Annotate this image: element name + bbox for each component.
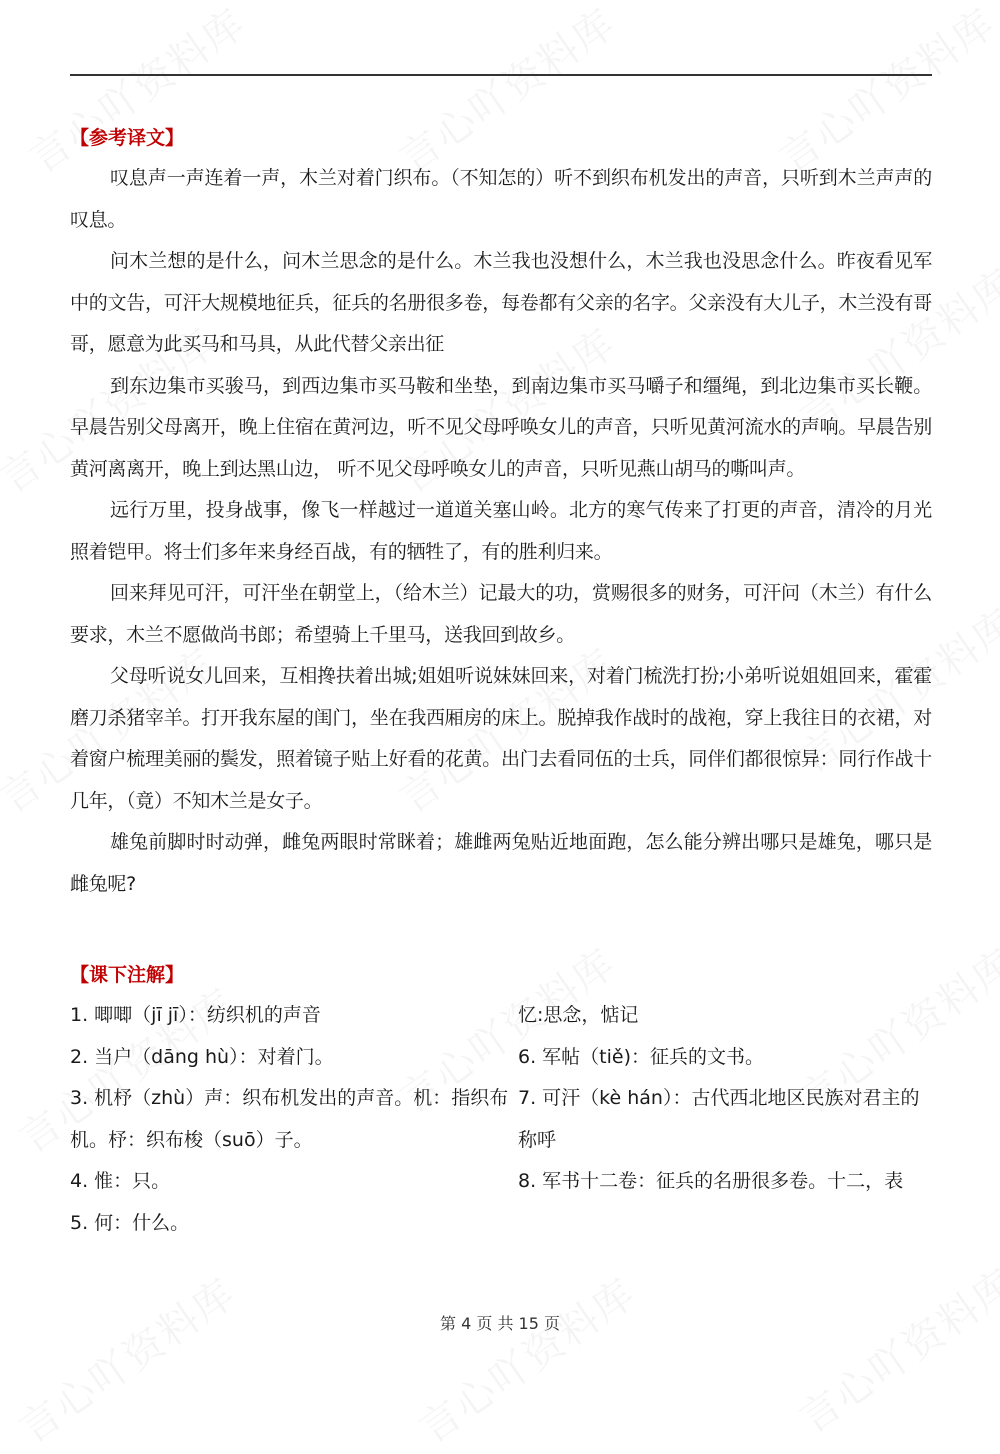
notes-heading: 【课下注解】 (70, 964, 185, 986)
translation-paragraph: 远行万里，投身战事，像飞一样越过一道道关塞山岭。北方的寒气传来了打更的声音，清冷的月光照着铠甲。将士们多年来身经百战，有的牺牲了，有的胜利归来。 (70, 499, 932, 563)
watermark (786, 1253, 1000, 1444)
translation-paragraph: 雄兔前脚时时动弹，雌兔两眼时常眯着；雄雌两兔贴近地面跑，怎么能分辨出哪只是雄兔，哪只是雌兔呢? (70, 831, 932, 895)
translation-paragraph: 到东边集市买骏马，到西边集市买马鞍和坐垫，到南边集市买马嚼子和缰绳，到北边集市买长鞭。早晨告别父母离开，晚上住宿在黄河边，听不见父母呼唤女儿的声音，只听见黄河流水的声响。早晨告别黄河离离开，晚上到达黑山边， 听不见父母呼唤女儿的声音，只听见燕山胡马的嘶叫声。 (70, 374, 932, 480)
watermark (406, 1263, 645, 1454)
notes-left-column (70, 995, 518, 1244)
page-number: 第 4 页 共 15 页 (440, 1314, 560, 1333)
note-item: 1. 唧唧（jī jī）：纺织机的声音 (70, 1004, 321, 1026)
note-item: 8. 军书十二卷：征兵的名册很多卷。十二，表 (518, 1170, 904, 1192)
watermark (6, 1263, 245, 1454)
note-item: 6. 军帖（tiě)：征兵的文书。 (518, 1045, 764, 1068)
page-content (70, 118, 932, 1244)
notes-columns (70, 995, 932, 1244)
note-item: 7. 可汗（kè hán）：古代西北地区民族对君主的称呼 (518, 1087, 920, 1151)
notes-right-column (518, 995, 932, 1244)
header-rule (70, 74, 932, 76)
translation-paragraph: 问木兰想的是什么，问木兰思念的是什么。木兰我也没想什么，木兰我也没思念什么。昨夜看见军中的文告，可汗大规模地征兵，征兵的名册很多卷，每卷都有父亲的名字。父亲没有大儿子，木兰没有哥哥，愿意为此买马和马具，从此代替父亲出征 (70, 250, 932, 355)
note-item: 3. 机杼（zhù）声：织布机发出的声音。机：指织布机。杼：织布梭（suō）子。 (70, 1087, 509, 1151)
translation-paragraph: 叹息声一声连着一声，木兰对着门织布。（不知怎的）听不到织布机发出的声音，只听到木兰声声的叹息。 (70, 167, 932, 231)
translation-paragraph: 父母听说女儿回来，互相搀扶着出城;姐姐听说妹妹回来，对着门梳洗打扮;小弟听说姐姐回来，霍霍磨刀杀猪宰羊。打开我东屋的闺门，坐在我西厢房的床上。脱掉我作战时的战袍，穿上我往日的衣裙，对着窗户梳理美丽的鬓发，照着镜子贴上好看的花黄。出门去看同伍的士兵，同伴们都很惊异：同行作战十几年，（竟）不知木兰是女子。 (70, 665, 932, 812)
translation-paragraph: 回来拜见可汗，可汗坐在朝堂上，（给木兰）记最大的功，赏赐很多的财务，可汗问（木兰）有什么要求，木兰不愿做尚书郎；希望骑上千里马，送我回到故乡。 (70, 582, 932, 646)
note-item: 2. 当户（dāng hù）：对着门。 (70, 1045, 334, 1068)
note-item: 5. 何：什么。 (70, 1211, 190, 1234)
note-item: 忆:思念，惦记 (518, 1004, 639, 1026)
note-item: 4. 惟：只。 (70, 1170, 171, 1192)
translation-heading: 【参考译文】 (70, 127, 185, 149)
